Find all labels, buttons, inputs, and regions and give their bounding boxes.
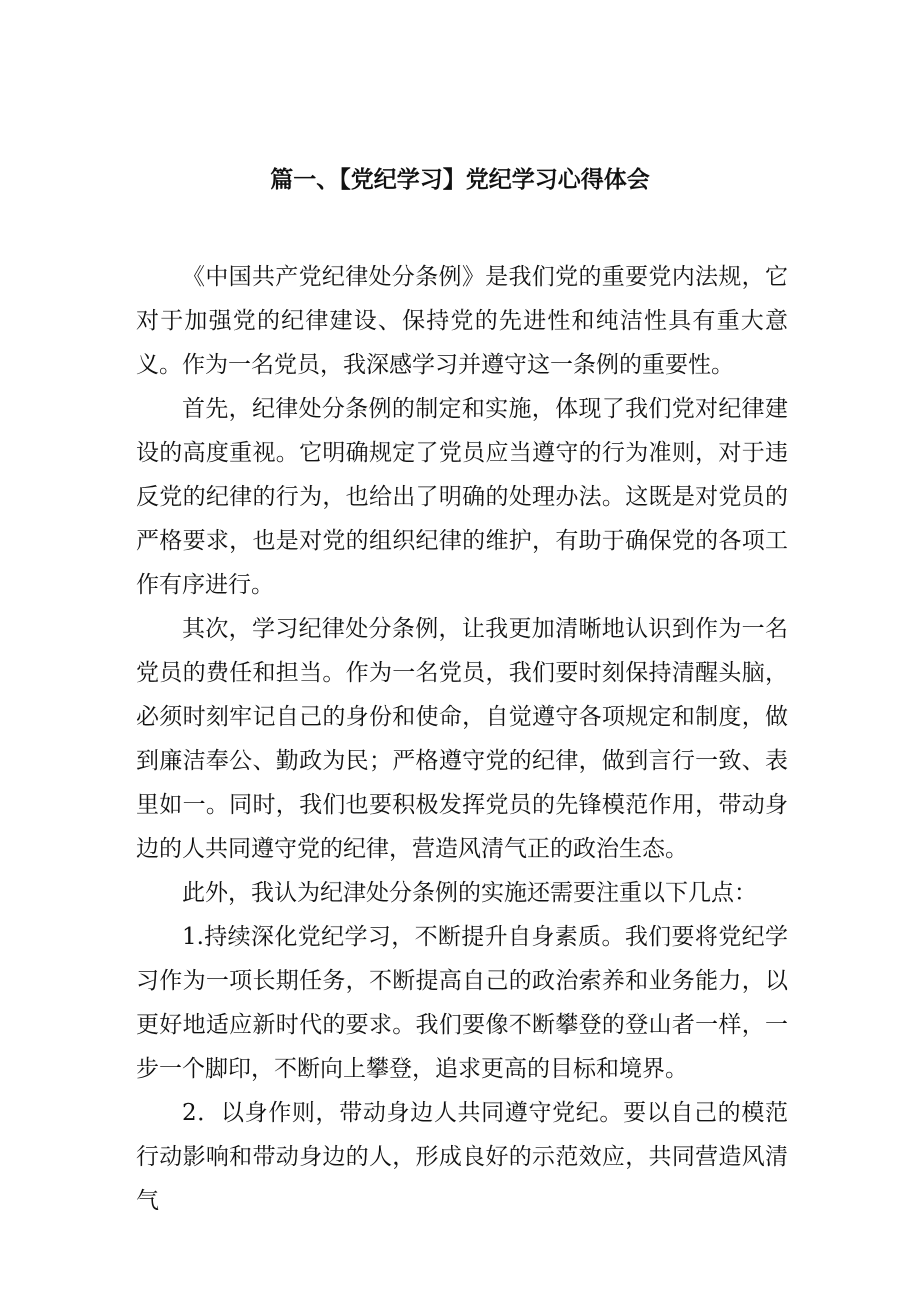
paragraph-first: 首先，纪律处分条例的制定和实施，体现了我们党对纪律建设的高度重视。它明确规定了党员应当遵守的行为准则，对于违反党的纪律的行为，也给出了明确的处理办法。这既是对党员的严格要求，也是对党的组织纪律的维护，有助于确保党的各项工作有序进行。 — [136, 396, 788, 598]
document-title: 篇一、【党纪学习】党纪学习心得体会 — [270, 167, 650, 193]
document-body — [136, 255, 788, 1223]
paragraph-additionally: 此外，我认为纪津处分条例的实施还需要注重以下几点： — [182, 880, 757, 906]
paragraph-point-2: 2．以身作则，带动身边人共同遵守党纪。要以自己的模范行动影响和带动身边的人，形成良好的示范效应，共同营造风清气 — [136, 1100, 788, 1214]
paragraph-intro: 《中国共产党纪律处分条例》是我们党的重要党内法规，它对于加强党的纪律建设、保持党的先进性和纯洁性具有重大意义。作为一名党员，我深感学习并遵守这一条例的重要性。 — [136, 264, 788, 378]
paragraph-second: 其次，学习纪律处分条例，让我更加清晰地认识到作为一名党员的费任和担当。作为一名党员，我们要时刻保持清醒头脑，必须时刻牢记自己的身份和使命，自觉遵守各项规定和制度，做到廉洁奉公、勤政为民；严格遵守党的纪律，做到言行一致、表里如一。同时，我们也要积极发挥党员的先锋模范作用，带动身边的人共同遵守党的纪律，营造风清气正的政治生态。 — [136, 616, 788, 862]
paragraph-point-1: 1.持续深化党纪学习，不断提升自身素质。我们要将党纪学习作为一项长期任务，不断提高自己的政治索养和业务能力，以更好地适应新时代的要求。我们要像不断攀登的登山者一样，一步一个脚印，不断向上攀登，追求更高的目标和境界。 — [136, 924, 788, 1082]
